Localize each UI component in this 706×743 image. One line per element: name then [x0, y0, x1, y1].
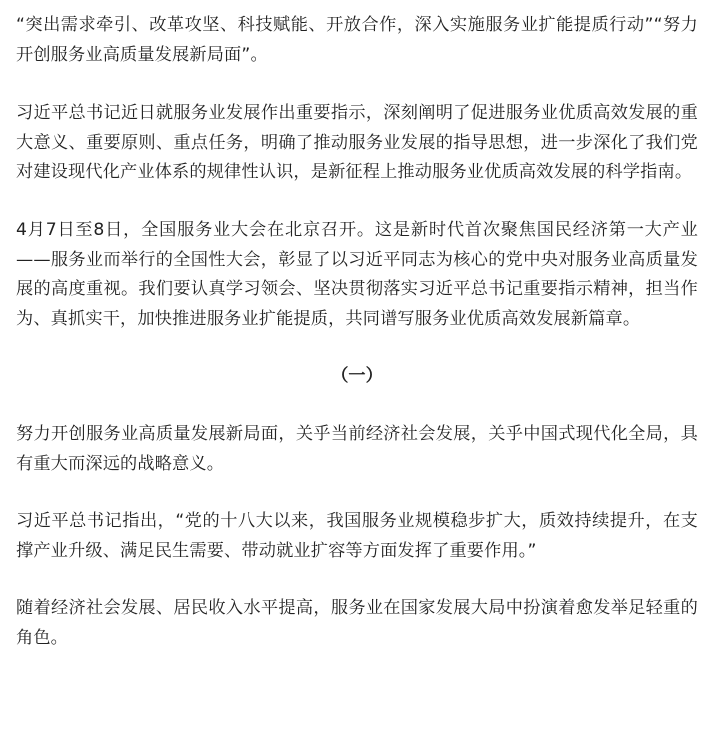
- article-paragraph-significance: 努力开创服务业高质量发展新局面，关乎当前经济社会发展，关乎中国式现代化全局，具有重大而深远的战略意义。: [16, 423, 698, 474]
- article-paragraph-conference: 4月7日至8日，全国服务业大会在北京召开。这是新时代首次聚焦国民经济第一大产业——服务业而举行的全国性大会，彰显了以习近平同志为核心的党中央对服务业高质量发展的高度重视。我们要认真学习领会、坚决贯彻落实习近平总书记重要指示精神，担当作为、真抓实干，加快推进服务业扩能提质，共同谱写服务业优质高效发展新篇章。: [16, 219, 698, 329]
- article-paragraph-remarks: 习近平总书记指出，“党的十八大以来，我国服务业规模稳步扩大，质效持续提升，在支撑产业升级、满足民生需要、带动就业扩容等方面发挥了重要作用。”: [16, 511, 698, 561]
- article-paragraph-instruction: 习近平总书记近日就服务业发展作出重要指示，深刻阐明了促进服务业优质高效发展的重大意义、重要原则、重点任务，明确了推动服务业发展的指导思想，进一步深化了我们党对建设现代化产业体系的规律性认识，是新征程上推动服务业优质高效发展的科学指南。: [16, 103, 698, 183]
- article-paragraph-quote: “突出需求牵引、改革攻坚、科技赋能、开放合作，深入实施服务业扩能提质行动”“努力开创服务业高质量发展新局面”。: [16, 15, 698, 65]
- article-paragraph-role: 随着经济社会发展、居民收入水平提高，服务业在国家发展大局中扮演着愈发举足轻重的角色。: [16, 598, 698, 648]
- article-body: [16, 11, 698, 654]
- section-heading: （一）: [331, 366, 383, 387]
